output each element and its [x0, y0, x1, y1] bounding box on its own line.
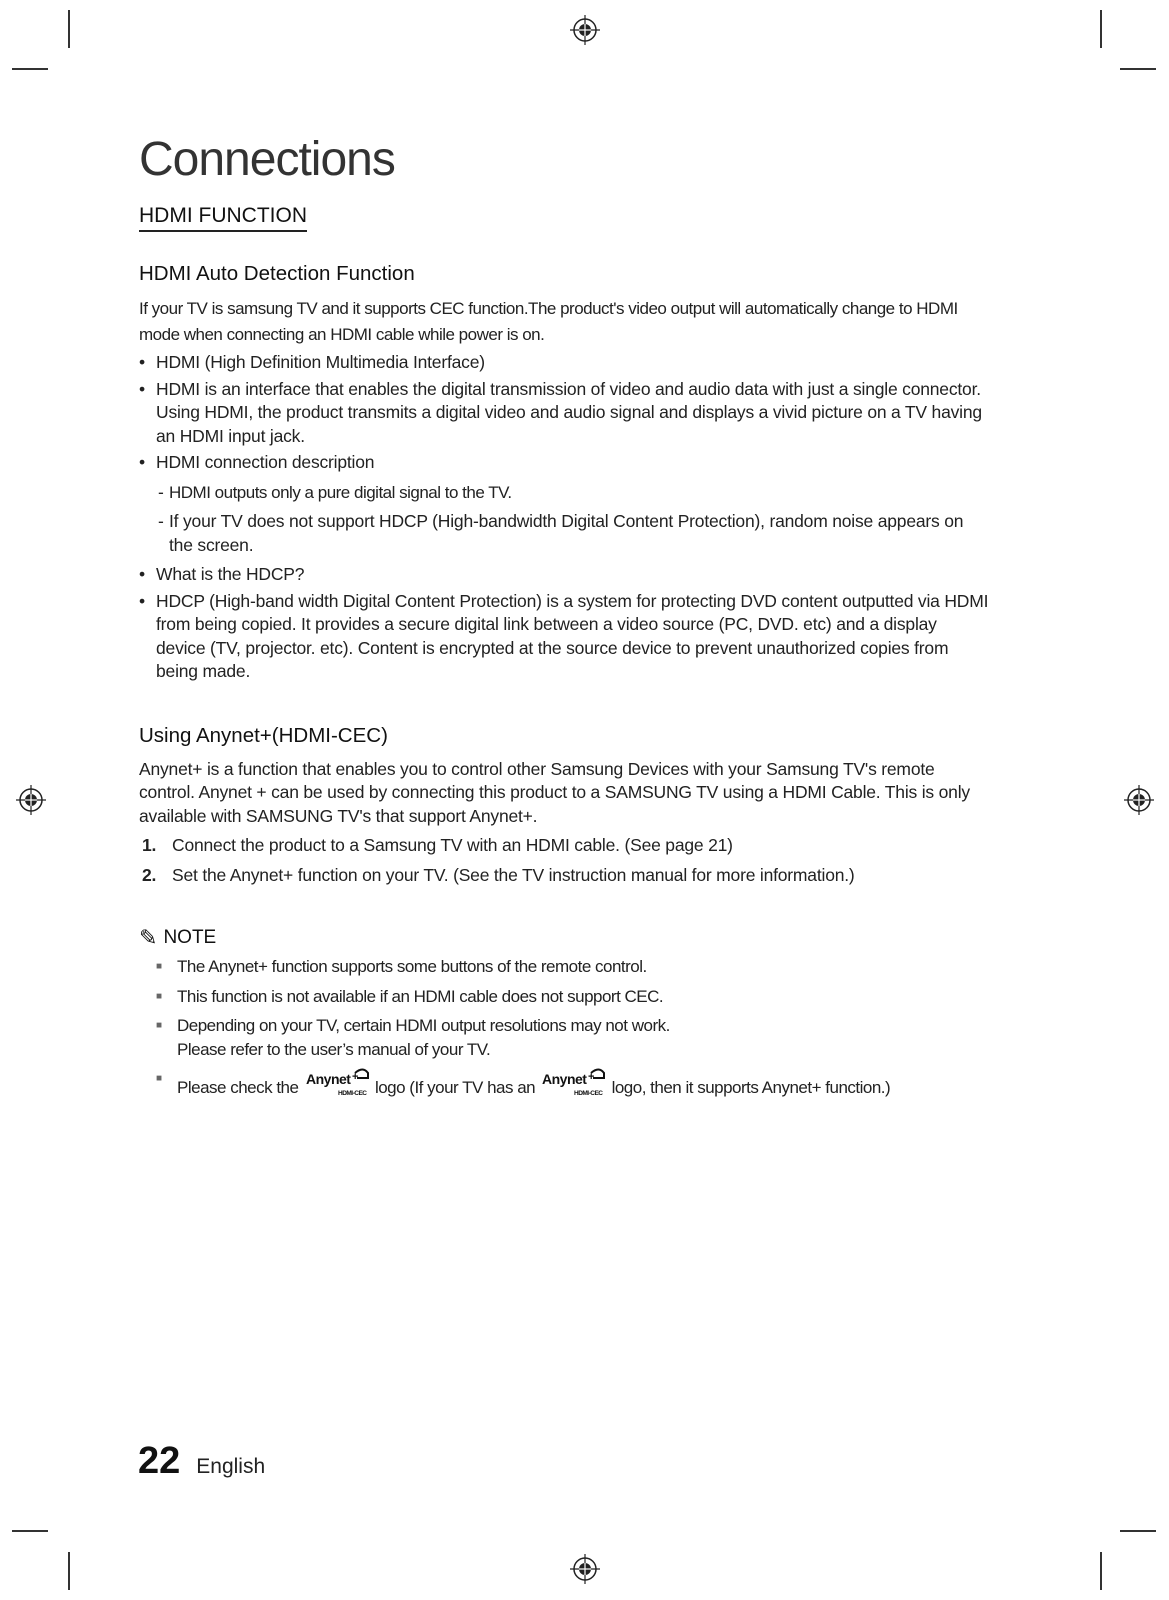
svg-text:+: + — [588, 1071, 595, 1083]
page-content — [139, 130, 989, 1106]
dash-item-text: HDMI outputs only a pure digital signal to the TV. — [169, 482, 512, 502]
step-text: Connect the product to a Samsung TV with an HDMI cable. (See page 21) — [172, 835, 733, 855]
list-item: • HDMI (High Definition Multimedia Interface) — [139, 351, 989, 375]
step-text: Set the Anynet+ function on your TV. (See the TV instruction manual for more information.) — [172, 864, 855, 885]
list-item: • What is the HDCP? — [139, 563, 989, 587]
note-item-text: logo (If your TV has an — [374, 1078, 536, 1097]
registration-mark-icon — [16, 785, 46, 815]
note-item — [156, 1067, 989, 1100]
crop-mark — [68, 1552, 70, 1590]
note-item — [156, 1014, 989, 1061]
note-item: ■ This function is not available if an HDMI cable does not support CEC. — [156, 985, 989, 1009]
chapter-title: Connections — [139, 133, 395, 186]
dash-item-text: If your TV does not support HDCP (High-bandwidth Digital Content Protection), random noise appears on the screen. — [169, 511, 964, 555]
crop-mark — [12, 68, 48, 70]
note-item-text: Please check the — [177, 1078, 299, 1097]
note-item: ■ The Anynet+ function supports some buttons of the remote control. — [156, 955, 989, 979]
page-number: 22 — [138, 1440, 181, 1482]
pencil-icon: ✎ — [139, 925, 158, 950]
anynet-heading: Using Anynet+(HDMI-CEC) — [139, 723, 388, 747]
anynet-intro: Anynet+ is a function that enables you to control other Samsung Devices with your Samsung TV's remote control. Anynet + can be used by connecting this product to a SAMSUNG TV using a HDMI Cable. This is only available with SAMSUNG TV's that support Anynet+. — [139, 758, 970, 826]
anynet-logo-subtitle: HDMI-CEC — [337, 1090, 367, 1097]
step-number: 2. — [142, 864, 157, 885]
step-item — [139, 834, 989, 858]
svg-text:+: + — [351, 1071, 358, 1083]
note-list — [156, 955, 989, 1100]
page-language: English — [196, 1455, 266, 1478]
crop-mark — [12, 1530, 48, 1532]
anynet-logo-subtitle: HDMI-CEC — [574, 1090, 603, 1097]
auto-detection-heading: HDMI Auto Detection Function — [139, 262, 415, 285]
registration-mark-icon — [1124, 785, 1154, 815]
crop-mark — [1100, 1552, 1102, 1590]
anynet-logo-word: Anynet — [542, 1071, 587, 1087]
crop-mark — [1120, 68, 1156, 70]
note-label: NOTE — [163, 927, 217, 948]
auto-detection-list — [139, 351, 989, 475]
note-item-line: Please refer to the user’s manual of your TV. — [177, 1039, 491, 1059]
section-title: HDMI FUNCTION — [139, 204, 307, 232]
registration-mark-icon — [570, 1554, 600, 1584]
dash-item: - HDMI outputs only a pure digital signal to the TV. — [158, 481, 512, 502]
page-footer — [138, 1440, 265, 1483]
note-heading — [139, 927, 989, 949]
list-item: • HDCP (High-band width Digital Content Protection) is a system for protecting DVD content outputted via HDMI from being copied. It provides a secure digital link between a video source (PC, DVD. etc) and a display device (TV, projector. etc). Content is encrypted at the source device to prevent unauthorized copies from being made. — [139, 590, 989, 684]
crop-mark — [68, 10, 70, 48]
note-item-line: Depending on your TV, certain HDMI output resolutions may not work. — [177, 1016, 670, 1035]
note-item-text: logo, then it supports Anynet+ function.) — [611, 1078, 891, 1097]
anynet-steps — [139, 834, 989, 887]
step-number: 1. — [142, 835, 157, 855]
anynet-logo-word: Anynet — [305, 1071, 351, 1087]
list-item: • HDMI connection description — [139, 451, 989, 475]
crop-mark — [1100, 10, 1102, 48]
anynet-logo-icon — [305, 1067, 369, 1097]
registration-mark-icon — [570, 15, 600, 45]
crop-mark — [1120, 1530, 1156, 1532]
step-item — [139, 864, 989, 888]
auto-detection-intro: If your TV is samsung TV and it supports CEC function.The product's video output will automatically change to HDMI mode when connecting an HDMI cable while power is on. — [139, 299, 958, 344]
hdcp-list — [139, 563, 989, 684]
anynet-logo-icon — [541, 1067, 605, 1097]
list-item: • HDMI is an interface that enables the digital transmission of video and audio data with just a single connector. Using HDMI, the product transmits a digital video and audio signal and displays a vivid picture on a TV having an HDMI input jack. — [139, 378, 989, 449]
dash-item: - If your TV does not support HDCP (High-bandwidth Digital Content Protection), random noise appears on the screen. — [158, 511, 964, 555]
